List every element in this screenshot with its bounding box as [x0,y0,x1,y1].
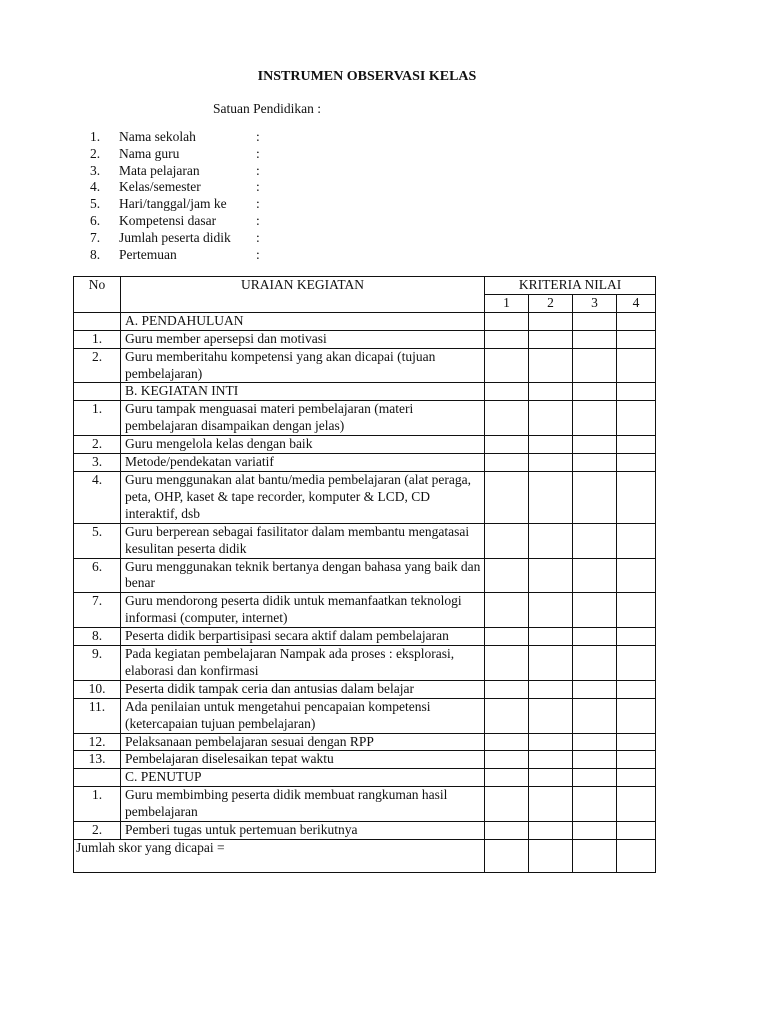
row-number [74,312,121,330]
table-row [74,698,656,733]
score-cell-3[interactable] [573,593,617,628]
row-number: 2. [74,436,121,454]
score-cell-1[interactable] [485,471,529,523]
activity-text: Ada penilaian untuk mengetahui pencapaian kompetensi (ketercapaian tujuan pembelajaran) [121,698,485,733]
activity-text: Peserta didik berpartisipasi secara aktif dalam pembelajaran [121,628,485,646]
table-row [74,628,656,646]
identity-colon: : [256,229,260,245]
score-cell-2[interactable] [529,348,573,383]
score-cell-3[interactable] [573,787,617,822]
score-cell-4[interactable] [617,436,656,454]
score-cell-1[interactable] [485,698,529,733]
score-cell-3[interactable] [573,698,617,733]
score-header-2: 2 [529,294,573,312]
score-cell-1[interactable] [485,348,529,383]
score-cell-1[interactable] [485,454,529,472]
header-kriteria: KRITERIA NILAI [485,277,656,295]
score-cell-1[interactable] [485,769,529,787]
identity-number: 5. [90,196,101,212]
score-cell-2[interactable] [529,822,573,840]
table-row [74,523,656,558]
score-cell-1[interactable] [485,822,529,840]
score-cell-2[interactable] [529,593,573,628]
score-cell-2[interactable] [529,733,573,751]
activity-text: Pemberi tugas untuk pertemuan berikutnya [121,822,485,840]
score-cell-3[interactable] [573,628,617,646]
score-cell-2[interactable] [529,628,573,646]
identity-item [90,247,266,264]
score-cell-3[interactable] [573,436,617,454]
activity-text: Guru member apersepsi dan motivasi [121,330,485,348]
identity-item [90,230,266,247]
score-cell-2[interactable] [529,454,573,472]
identity-colon: : [256,162,260,178]
score-cell-3[interactable] [573,558,617,593]
identity-colon: : [256,196,260,212]
section-row [74,383,656,401]
row-number: 2. [74,822,121,840]
total-label: Jumlah skor yang dicapai = [74,840,485,873]
identity-number: 2. [90,145,101,161]
score-cell-1[interactable] [485,330,529,348]
activity-text: Metode/pendekatan variatif [121,454,485,472]
score-cell-3[interactable] [573,312,617,330]
section-row [74,312,656,330]
section-label: B. KEGIATAN INTI [121,383,485,401]
score-cell-2[interactable] [529,769,573,787]
score-cell-1[interactable] [485,523,529,558]
score-cell-2[interactable] [529,436,573,454]
row-number: 6. [74,558,121,593]
identity-colon: : [256,179,260,195]
score-cell-3[interactable] [573,751,617,769]
score-cell-4[interactable] [617,787,656,822]
score-cell-1[interactable] [485,401,529,436]
score-cell-2[interactable] [529,471,573,523]
total-score-cell-2[interactable] [529,840,573,873]
table-row [74,348,656,383]
score-cell-2[interactable] [529,523,573,558]
activity-text: Peserta didik tampak ceria dan antusias dalam belajar [121,680,485,698]
score-cell-3[interactable] [573,680,617,698]
score-cell-4[interactable] [617,312,656,330]
row-number: 3. [74,454,121,472]
row-number: 12. [74,733,121,751]
score-cell-2[interactable] [529,680,573,698]
total-score-cell-3[interactable] [573,840,617,873]
row-number: 7. [74,593,121,628]
row-number: 1. [74,401,121,436]
score-cell-2[interactable] [529,558,573,593]
total-row [74,840,656,873]
row-number: 2. [74,348,121,383]
observation-table [73,276,656,873]
score-cell-2[interactable] [529,383,573,401]
row-number: 4. [74,471,121,523]
score-cell-1[interactable] [485,593,529,628]
table-row [74,822,656,840]
total-score-cell-1[interactable] [485,840,529,873]
score-cell-4[interactable] [617,471,656,523]
score-cell-2[interactable] [529,330,573,348]
activity-text: Guru mengelola kelas dengan baik [121,436,485,454]
identity-item [90,163,266,180]
identity-label: Nama sekolah [119,129,196,144]
score-cell-3[interactable] [573,454,617,472]
score-cell-3[interactable] [573,822,617,840]
score-cell-2[interactable] [529,646,573,681]
table-row [74,751,656,769]
table-row [74,454,656,472]
score-cell-4[interactable] [617,454,656,472]
identity-number: 8. [90,246,101,262]
score-cell-4[interactable] [617,628,656,646]
activity-text: Pada kegiatan pembelajaran Nampak ada proses : eksplorasi, elaborasi dan konfirmasi [121,646,485,681]
score-cell-1[interactable] [485,558,529,593]
score-cell-4[interactable] [617,401,656,436]
score-header-4: 4 [617,294,656,312]
row-number: 11. [74,698,121,733]
score-cell-3[interactable] [573,383,617,401]
identity-label: Kelas/semester [119,179,201,195]
table-row [74,401,656,436]
identity-number: 1. [90,129,101,144]
score-cell-2[interactable] [529,312,573,330]
identity-list [90,129,266,263]
score-cell-4[interactable] [617,348,656,383]
header-no: No [74,277,121,313]
score-cell-3[interactable] [573,733,617,751]
score-cell-4[interactable] [617,733,656,751]
score-cell-1[interactable] [485,787,529,822]
score-cell-4[interactable] [617,383,656,401]
header-uraian: URAIAN KEGIATAN [121,277,485,313]
satuan-pendidikan-label: Satuan Pendidikan : [213,101,321,116]
identity-number: 6. [90,212,101,228]
identity-label: Kompetensi dasar [119,212,217,228]
score-cell-3[interactable] [573,646,617,681]
score-cell-4[interactable] [617,646,656,681]
score-cell-3[interactable] [573,401,617,436]
identity-item [90,196,266,213]
score-cell-1[interactable] [485,312,529,330]
identity-item [90,129,266,146]
activity-text: Pelaksanaan pembelajaran sesuai dengan RPP [121,733,485,751]
table-row [74,330,656,348]
score-cell-1[interactable] [485,628,529,646]
score-cell-1[interactable] [485,646,529,681]
identity-label: Nama guru [119,145,180,161]
activity-text: Guru menggunakan teknik bertanya dengan bahasa yang baik dan benar [121,558,485,593]
score-cell-1[interactable] [485,680,529,698]
score-cell-4[interactable] [617,593,656,628]
row-number: 10. [74,680,121,698]
identity-label: Hari/tanggal/jam ke [119,196,227,212]
table-header-row [74,277,656,295]
row-number [74,769,121,787]
table-row [74,558,656,593]
identity-colon: : [256,145,260,161]
identity-colon: : [256,246,260,262]
activity-text: Pembelajaran diselesaikan tepat waktu [121,751,485,769]
activity-text: Guru membimbing peserta didik membuat rangkuman hasil pembelajaran [121,787,485,822]
score-cell-3[interactable] [573,471,617,523]
table-row [74,680,656,698]
activity-text: Guru memberitahu kompetensi yang akan dicapai (tujuan pembelajaran) [121,348,485,383]
activity-text: Guru berperean sebagai fasilitator dalam membantu mengatasai kesulitan peserta didik [121,523,485,558]
score-cell-4[interactable] [617,751,656,769]
score-cell-4[interactable] [617,769,656,787]
row-number: 1. [74,330,121,348]
identity-label: Pertemuan [119,246,177,262]
score-cell-3[interactable] [573,348,617,383]
score-cell-4[interactable] [617,680,656,698]
score-cell-4[interactable] [617,330,656,348]
row-number [74,383,121,401]
table-row [74,733,656,751]
total-score-cell-4[interactable] [617,840,656,873]
score-cell-1[interactable] [485,733,529,751]
score-header-1: 1 [485,294,529,312]
score-cell-3[interactable] [573,330,617,348]
identity-item [90,146,266,163]
table-row [74,436,656,454]
table-row [74,646,656,681]
row-number: 5. [74,523,121,558]
score-cell-4[interactable] [617,558,656,593]
activity-text: Guru mendorong peserta didik untuk memanfaatkan teknologi informasi (computer, internet) [121,593,485,628]
score-cell-1[interactable] [485,751,529,769]
activity-text: Guru menggunakan alat bantu/media pembelajaran (alat peraga, peta, OHP, kaset & tape recorder, komputer & LCD, CD interaktif, dsb [121,471,485,523]
identity-number: 7. [90,229,101,245]
identity-item [90,179,266,196]
score-cell-3[interactable] [573,523,617,558]
identity-number: 4. [90,179,101,195]
table-row [74,593,656,628]
identity-item [90,213,266,230]
section-label: A. PENDAHULUAN [121,312,485,330]
score-cell-2[interactable] [529,401,573,436]
identity-colon: : [256,129,260,144]
page-title: INSTRUMEN OBSERVASI KELAS [257,69,477,84]
score-cell-2[interactable] [529,751,573,769]
activity-text: Guru tampak menguasai materi pembelajaran (materi pembelajaran disampaikan dengan jelas) [121,401,485,436]
score-cell-4[interactable] [617,698,656,733]
row-number: 8. [74,628,121,646]
row-number: 1. [74,787,121,822]
table-row [74,471,656,523]
section-row [74,769,656,787]
score-cell-1[interactable] [485,383,529,401]
score-cell-4[interactable] [617,822,656,840]
score-cell-2[interactable] [529,698,573,733]
table-row [74,787,656,822]
row-number: 13. [74,751,121,769]
score-cell-4[interactable] [617,523,656,558]
section-label: C. PENUTUP [121,769,485,787]
identity-number: 3. [90,162,101,178]
score-cell-3[interactable] [573,769,617,787]
score-header-3: 3 [573,294,617,312]
score-cell-2[interactable] [529,787,573,822]
score-cell-1[interactable] [485,436,529,454]
row-number: 9. [74,646,121,681]
identity-colon: : [256,212,260,228]
identity-label: Mata pelajaran [119,162,200,178]
identity-label: Jumlah peserta didik [119,229,231,245]
